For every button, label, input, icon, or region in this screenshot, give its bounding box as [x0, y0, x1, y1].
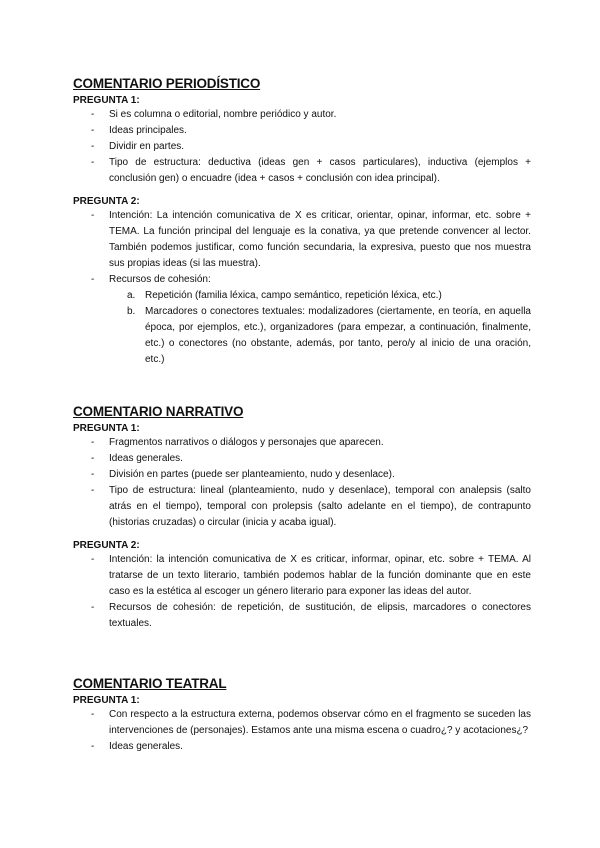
bullet-list — [73, 552, 531, 632]
question-label: PREGUNTA 1: — [73, 423, 140, 434]
sub-list-item — [73, 304, 531, 368]
section-title: COMENTARIO PERIODÍSTICO — [73, 76, 261, 91]
section-teatral — [73, 676, 531, 755]
section-narrativo — [73, 404, 531, 632]
list-item: - Ideas generales. — [73, 451, 531, 467]
question-label: PREGUNTA 1: — [73, 95, 140, 106]
list-item: - Intención: La intención comunicativa de X es criticar, orientar, opinar, informar, etc. sobre + TEMA. La función principal del lenguaje es la conativa, ya que pretende convencer al lector. También podemos justificar, como función secundaria, la expresiva, puesto que nos muestra sus propias ideas (si las muestra). — [73, 208, 531, 272]
list-item-label: Recursos de cohesión: — [109, 274, 211, 285]
list-item: - Fragmentos narrativos o diálogos y personajes que aparecen. — [73, 435, 531, 451]
list-item: - Dividir en partes. — [73, 139, 531, 155]
list-item: - Tipo de estructura: deductiva (ideas gen + casos particulares), inductiva (ejemplos + conclusión gen) o encuadre (idea + casos + conclusión con idea principal). — [73, 155, 531, 187]
section-periodistico — [73, 76, 531, 368]
section-title: COMENTARIO NARRATIVO — [73, 404, 244, 419]
list-item: - Recursos de cohesión: de repetición, de sustitución, de elipsis, marcadores o conectores textuales. — [73, 600, 531, 632]
section-title: COMENTARIO TEATRAL — [73, 676, 227, 691]
bullet-list — [73, 707, 531, 755]
question-label: PREGUNTA 1: — [73, 695, 140, 706]
bullet-list — [73, 107, 531, 187]
question-label: PREGUNTA 2: — [73, 540, 140, 551]
sub-list-text: Repetición (familia léxica, campo semántico, repetición léxica, etc.) — [145, 290, 442, 301]
bullet-list — [73, 208, 531, 288]
list-item — [73, 272, 531, 288]
list-item: - Tipo de estructura: lineal (planteamiento, nudo y desenlace), temporal con analepsis (salto atrás en el tiempo), temporal con prolepsis (salto adelante en el tiempo), de contrapunto (historias cruzadas) o circular (inicia y acaba igual). — [73, 483, 531, 531]
list-item: - División en partes (puede ser planteamiento, nudo y desenlace). — [73, 467, 531, 483]
list-item: - Ideas generales. — [73, 739, 531, 755]
list-item: - Si es columna o editorial, nombre periódico y autor. — [73, 107, 531, 123]
list-item: - Ideas principales. — [73, 123, 531, 139]
question-label: PREGUNTA 2: — [73, 196, 140, 207]
bullet-list — [73, 435, 531, 531]
sub-list-text: Marcadores o conectores textuales: modalizadores (ciertamente, en teoría, en aquella época, por ejemplos, etc.), organizadores (para empezar, a continuación, finalmente, etc.) o conectores (no obstante, además, por tanto, pero/y al inicio de una oración, etc.) — [145, 306, 531, 365]
sub-list-marker: a. — [127, 290, 136, 301]
list-item: - Intención: la intención comunicativa de X es criticar, informar, opinar, etc. sobre + TEMA. Al tratarse de un texto literario, también podemos hablar de la función dominante que en este caso es la estética al escoger un género literario para exponer las ideas del autor. — [73, 552, 531, 600]
sub-list — [73, 288, 531, 368]
list-item: - Con respecto a la estructura externa, podemos observar cómo en el fragmento se suceden las intervenciones de (personajes). Estamos ante una misma escena o cuadro¿? y acotaciones¿? — [73, 707, 531, 739]
sub-list-marker: b. — [127, 306, 136, 317]
sub-list-item — [73, 288, 531, 304]
